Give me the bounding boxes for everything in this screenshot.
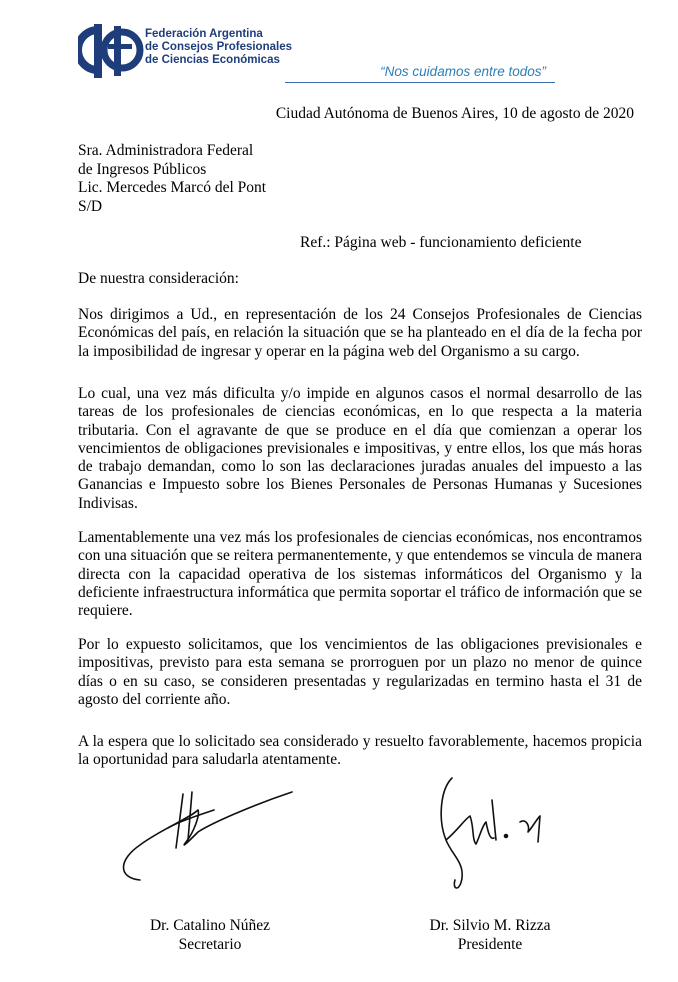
body-paragraph-1: Nos dirigimos a Ud., en representación de los 24 Consejos Profesionales de Ciencias Económicas del país, en relación la situación que se ha planteado en el día de la fecha por la imposibilidad de ingresar y operar en la página web del Organismo a su cargo. (78, 306, 642, 360)
recipient-address (78, 142, 266, 216)
signatory-presidente (395, 917, 585, 954)
recipient-line-4: S/D (78, 197, 103, 215)
recipient-line-1: Sra. Administradora Federal (78, 142, 254, 159)
signatory-name: Dr. Silvio M. Rizza (429, 917, 551, 934)
body-paragraph-2: Lo cual, una vez más dificulta y/o impide en algunos casos el normal desarrollo de las tareas de los profesionales de ciencias económicas, en lo que respecta a la materia tributaria. Con el agravante de que se produce en el día que comienzan a operar los vencimientos de obligaciones previsionales e impositivas, y entre ellos, los que más horas de trabajo demandan, como lo son las declaraciones juradas anuales del impuesto a las Ganancias e Impuesto sobre los Bienes Personales de Personas Humanas y Sucesiones Indivisas. (78, 385, 642, 512)
body-paragraph-5: A la espera que lo solicitado sea considerado y resuelto favorablemente, hacemos propicia la oportunidad para saludarla atentamente. (78, 733, 642, 769)
signatory-title: Presidente (457, 935, 523, 953)
body-paragraph-4: Por lo expuesto solicitamos, que los vencimientos de las obligaciones previsionales e impositivas, previsto para esta semana se prorroguen por un plazo no menor de quince días o en su caso, se consideren presentadas y regularizadas en termino hasta el 31 de agosto del corriente año. (78, 636, 642, 708)
recipient-line-3: Lic. Mercedes Marcó del Pont (78, 179, 267, 196)
org-name-line-3: de Ciencias Económicas (145, 54, 280, 66)
org-name-line-1: Federación Argentina (145, 28, 263, 40)
signature-secretario (124, 792, 293, 880)
greeting: De nuestra consideración: (78, 270, 239, 287)
signatory-title: Secretario (178, 935, 242, 953)
reference-line: Ref.: Página web - funcionamiento deficiente (300, 234, 582, 251)
organization-name (145, 28, 292, 67)
date-line: Ciudad Autónoma de Buenos Aires, 10 de agosto de 2020 (275, 105, 634, 122)
body-paragraph-3: Lamentablemente una vez más los profesionales de ciencias económicas, nos encontramos con una situación que se reitera permanentemente, y que entendemos se vincula de manera directa con la capacidad operativa de los sistemas informáticos del Organismo y la deficiente infraestructura informática que permita soportar el tráfico de información que se requiere. (78, 529, 642, 620)
signatory-secretario (120, 917, 300, 954)
header-divider (285, 82, 555, 83)
recipient-line-2: de Ingresos Públicos (78, 160, 207, 178)
org-name-line-2: de Consejos Profesionales (145, 41, 292, 53)
signature-presidente (441, 778, 540, 888)
signatory-name: Dr. Catalino Núñez (149, 917, 271, 934)
signatures-area (0, 770, 678, 920)
motto: “Nos cuidamos entre todos” (380, 64, 546, 79)
